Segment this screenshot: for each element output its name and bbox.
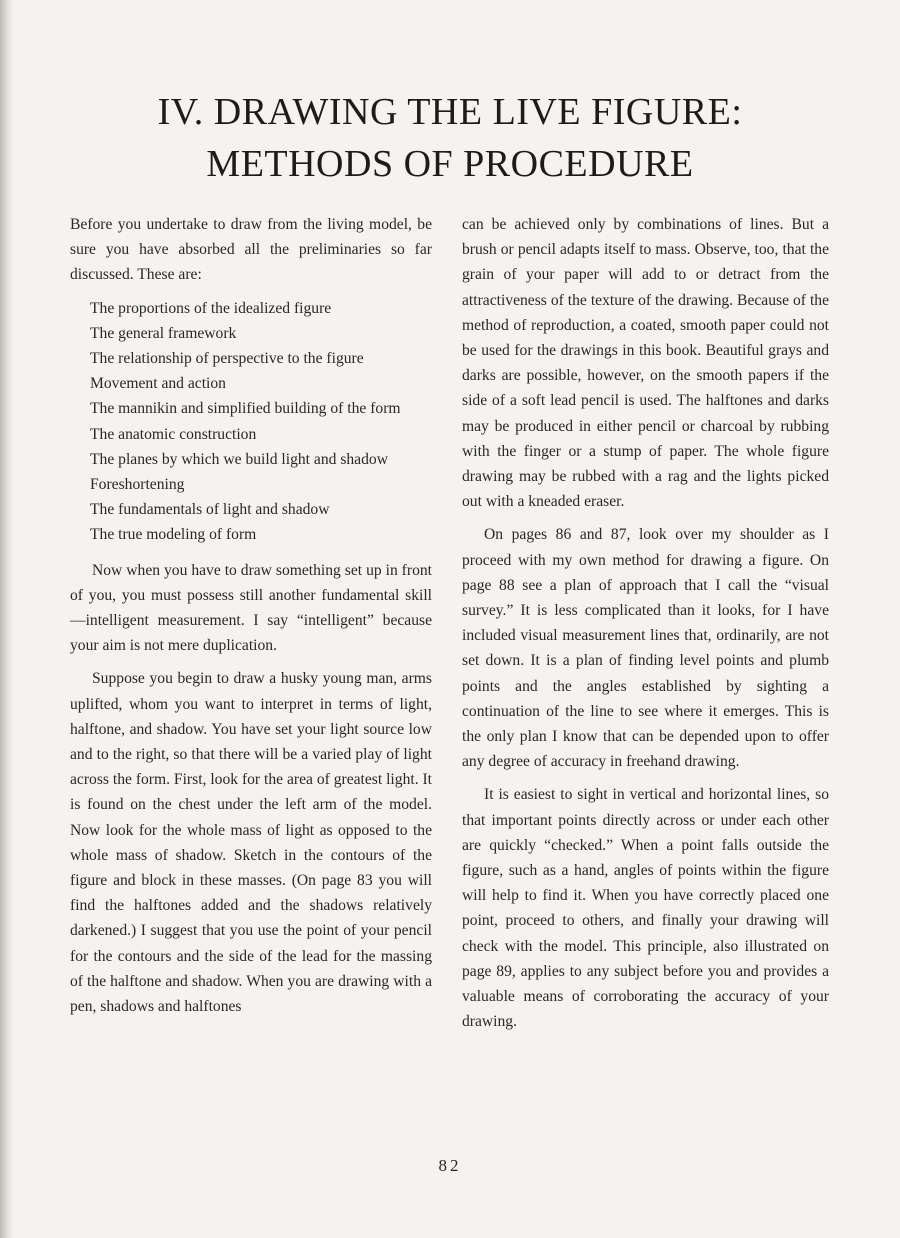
list-item: The proportions of the idealized figure: [90, 299, 332, 317]
list-item: The fundamentals of light and shadow: [90, 501, 330, 519]
list-item: The true modeling of form: [90, 526, 257, 544]
sighting-paragraph: It is easiest to sight in vertical and horizontal lines, so that important points directly across or under each other are quickly “checked.” When a point falls outside the figure, such as a hand, angles of points within the figure will help to find it. When you have correctly placed one point, proceed to others, and finally your drawing will check with the model. This principle, also illustrated on page 89, applies to any subject before you and provides a valuable means of corroborating the accuracy of your drawing.: [462, 786, 829, 1031]
continued-paragraph: can be achieved only by combinations of lines. But a brush or pencil adapts itself to mass. Observe, too, that the grain of your paper will add to or detract from the attractiveness of the texture of the drawing. Because of the method of reproduction, a coated, smooth paper could not be used for the drawings in this book. Beautiful grays and darks are possible, however, on the smooth papers if the side of a soft lead pencil is used. The halftones and darks may be produced in either pencil or charcoal by rubbing with the finger or a stump of paper. The whole figure drawing may be rubbed with a rag and the lights picked out with a kneaded eraser.: [462, 216, 829, 511]
list-item: The anatomic construction: [90, 425, 257, 443]
chapter-title: [0, 86, 900, 190]
preliminaries-list: [70, 296, 432, 548]
husky-young-man-paragraph: Suppose you begin to draw a husky young man, arms uplifted, whom you want to interpret in terms of light, halftone, and shadow. You have set your light source low and to the right, so that there will be a varied play of light across the form. First, look for the area of greatest light. It is found on the chest under the left arm of the model. Now look for the whole mass of light as opposed to the whole mass of shadow. Sketch in the contours of the figure and block in these masses. (On page 83 you will find the halftones added and the shadows relatively darkened.) I suggest that you use the point of your pencil for the contours and the side of the lead for the massing of the halftone and shadow. When you are drawing with a pen, shadows and halftones: [70, 670, 433, 1016]
visual-survey-paragraph: On pages 86 and 87, look over my shoulder as I proceed with my own method for drawing a figure. On page 88 see a plan of approach that I call the “visual survey.” It is less complicated than it looks, for I have included visual measurement lines that, ordinarily, are not set down. It is a plan of finding level points and plumb points and the angles established by sighting a continuation of the line to see where it emerges. This is the only plan I know that can be depended upon to offer any degree of accuracy in freehand drawing.: [462, 526, 829, 771]
list-item: Movement and action: [90, 375, 226, 393]
measurement-paragraph: Now when you have to draw something set up in front of you, you must possess still another fundamental skill—intelligent measurement. I say “intelligent” because your aim is not mere duplication.: [70, 561, 432, 655]
right-column: [462, 212, 829, 1043]
list-item: The mannikin and simplified building of the form: [90, 400, 401, 418]
list-item: Foreshortening: [90, 476, 185, 494]
chapter-title-line-1: IV. DRAWING THE LIVE FIGURE:: [157, 91, 743, 133]
intro-paragraph: Before you undertake to draw from the living model, be sure you have absorbed all the preliminaries so far discussed. These are:: [70, 216, 432, 284]
list-item: The general framework: [90, 324, 237, 342]
list-item: The planes by which we build light and shadow: [90, 450, 388, 468]
chapter-title-line-2: METHODS OF PROCEDURE: [206, 143, 694, 185]
list-item: The relationship of perspective to the figure: [90, 350, 364, 368]
page-number: 82: [438, 1156, 462, 1175]
left-column: [70, 212, 432, 1027]
